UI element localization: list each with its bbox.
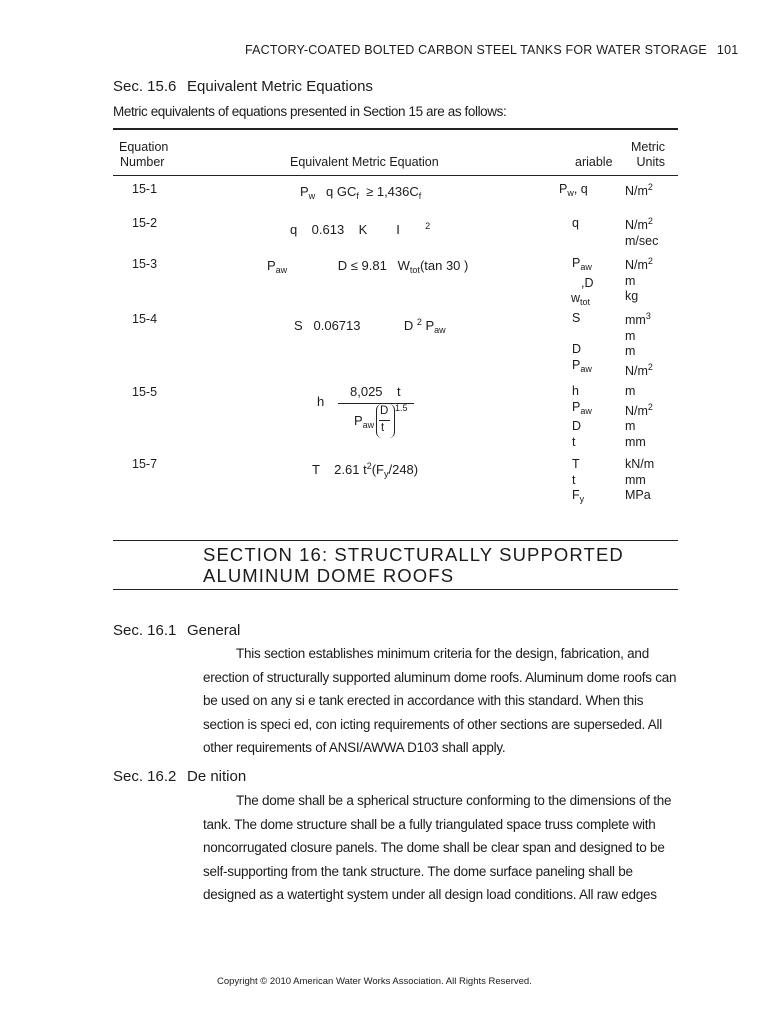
sec-title: De nition [187, 768, 247, 785]
equation-number: 15-3 [132, 257, 158, 271]
sec-number: Sec. 16.1 [113, 622, 177, 639]
variables-15-7: T t $F_y$ [572, 457, 585, 504]
header-equation-number: Equation Number [119, 140, 169, 169]
units-15-7: kN/m mm MPa [625, 457, 655, 502]
variables-15-2: q [572, 216, 579, 230]
sec-15-6-intro: Metric equivalents of equations presented in Section 15 are as follows: [113, 104, 507, 119]
equation-15-3: $P_{aw}$ D ≤ 9.81 $W_{tot}(\tan$ 30 ) [267, 258, 469, 275]
equation-number: 15-1 [132, 182, 158, 196]
section-bottom-rule [113, 589, 678, 590]
copyright-footer: Copyright © 2010 American Water Works Association. All Rights Reserved. [217, 976, 532, 987]
sec-16-1-heading [113, 622, 240, 639]
sec-number: Sec. 16.2 [113, 768, 177, 785]
units-15-5: m $N/m^2$ m mm [625, 384, 653, 449]
table-top-rule [113, 128, 678, 130]
variables-15-1: $P_w$, q [559, 182, 588, 198]
variables-15-3: $P_{aw}$ ,D $w_{tot}$ [571, 256, 594, 307]
units-15-4: $mm^3$ m m $N/m^2$ [625, 311, 653, 378]
sec-16-2-heading [113, 768, 246, 785]
running-head-title: FACTORY-COATED BOLTED CARBON STEEL TANKS FOR WATER STORAGE [245, 43, 707, 57]
equation-number: 15-4 [132, 312, 158, 326]
sec-16-1-body: This section establishes minimum criteria for the design, fabrication, and erection of structurally supported aluminum dome roofs. Aluminum dome roofs can be used on any si e tank erected in accordance with this standard. When this section is speci ed, con icting requirements of other sections are superseded. All other requirements of ANSI/AWWA D103 shall apply. [203, 646, 677, 755]
header-equation: Equivalent Metric Equation [290, 155, 439, 169]
page-number: 101 [716, 43, 739, 57]
units-15-2: $N/m^2$ m/sec [625, 216, 659, 248]
equation-number: 15-5 [132, 385, 158, 399]
sec-16-2-body: The dome shall be a spherical structure conforming to the dimensions of the tank. The dome structure shall be a fully triangulated space truss complete with noncorrugated closure panels. The dome shall be clear span and designed to be self-supporting from the tank structure. The dome surface paneling shall be designed as a watertight system under all design load conditions. All raw edges [203, 793, 672, 902]
sec-15-6-heading [113, 78, 373, 95]
equation-number: 15-7 [132, 457, 158, 471]
equation-15-2: q 0.613 K I $^2$ [290, 221, 431, 237]
table-header-rule [113, 175, 678, 176]
equation-15-1: $P_w$ q $GC_f \ge 1,436C_f$ [300, 184, 422, 201]
equation-15-7: T 2.61 $t^2(F_y/248)$ [312, 461, 419, 479]
section-top-rule [113, 540, 678, 541]
units-15-3: $N/m^2$ m kg [625, 256, 653, 303]
equation-number: 15-2 [132, 216, 158, 230]
section-16-title: SECTION 16: STRUCTURALLY SUPPORTED ALUMINUM DOME ROOFS [203, 544, 624, 586]
header-variable: ariable [575, 155, 613, 169]
running-head [245, 43, 738, 57]
equation-15-5: h 8,025 t $P_{aw}$ D t 1.5 [310, 384, 420, 444]
variables-15-5: h $P_{aw}$ D t [572, 384, 592, 449]
variables-15-4: S D $P_{aw}$ [572, 311, 592, 374]
header-units: Metric Units [630, 140, 665, 169]
units-15-1: $N/m^2$ [625, 182, 653, 198]
sec-number: Sec. 15.6 [113, 78, 177, 95]
sec-title: General [187, 622, 241, 639]
sec-title: Equivalent Metric Equations [187, 78, 373, 95]
equation-15-4: S 0.06713 D $^2$ $P_{aw}$ [294, 317, 446, 335]
